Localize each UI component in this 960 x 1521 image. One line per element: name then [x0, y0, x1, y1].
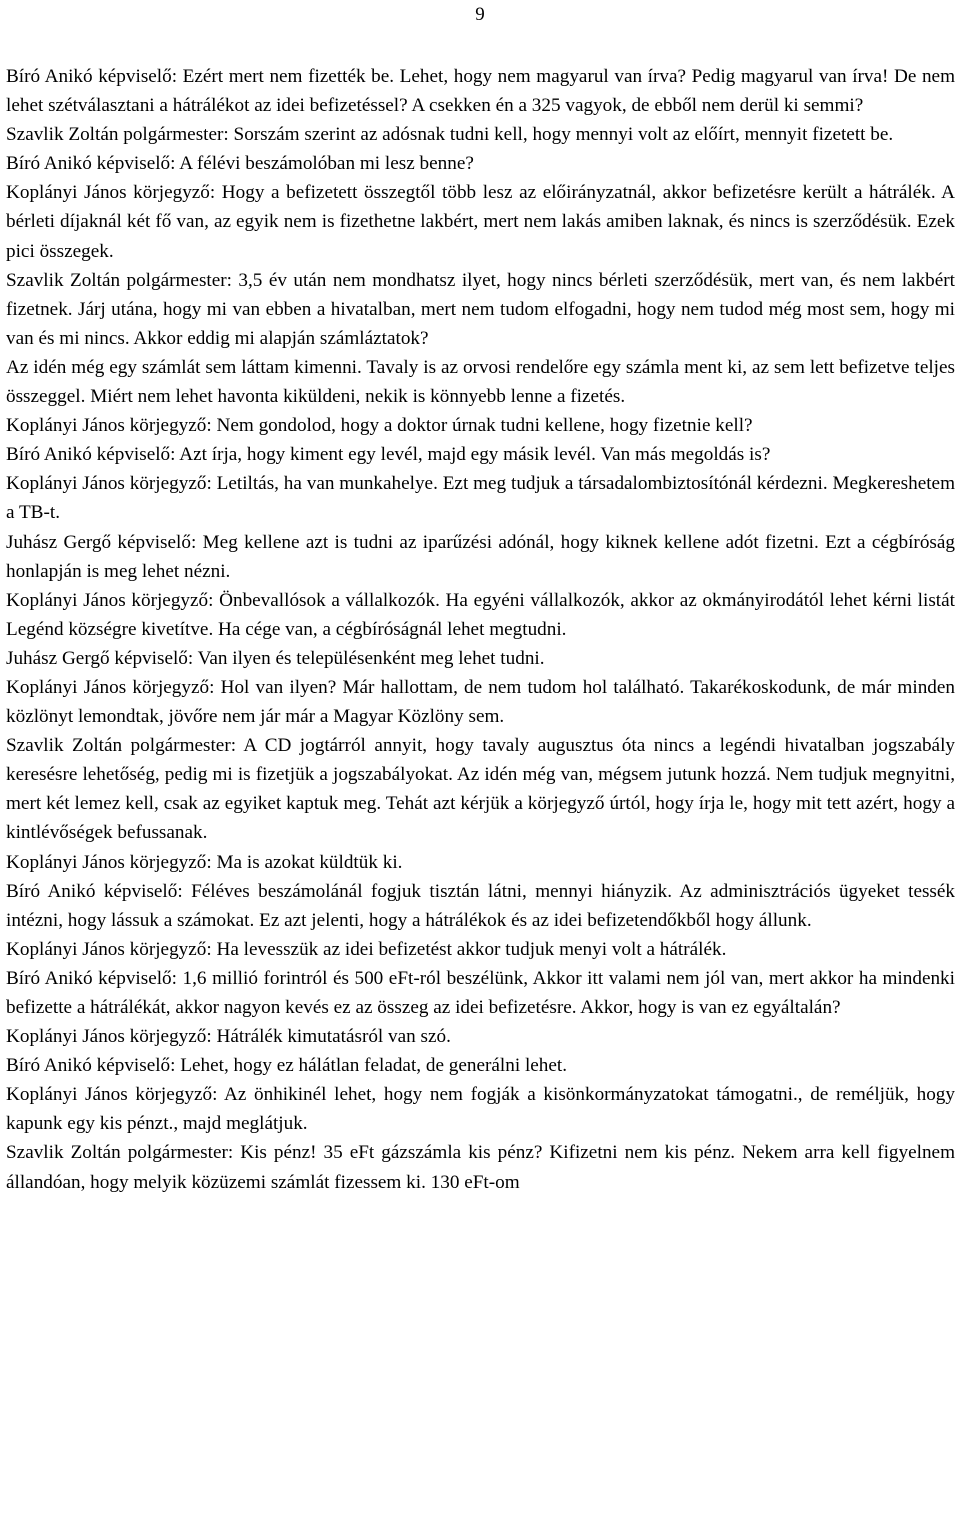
paragraph: Szavlik Zoltán polgármester: Kis pénz! 35 eFt gázszámla kis pénz? Kifizetni nem kis pénz. Nekem arra kell figyelnem állandóan, hogy melyik közüzemi számlát fizessem ki. 130 eFt-om: [6, 1142, 955, 1193]
paragraph: Bíró Anikó képviselő: A félévi beszámolóban mi lesz benne?: [6, 153, 474, 175]
paragraph: Szavlik Zoltán polgármester: Sorszám szerint az adósnak tudni kell, hogy mennyi volt az előírt, mennyit fizetett be.: [6, 124, 894, 146]
paragraph: Szavlik Zoltán polgármester: 3,5 év után nem mondhatsz ilyet, hogy nincs bérleti szerződésük, mert van, és nem lakbért fizetnek. Járj utána, hogy mi van ebben a hivatalban, mert nem tudom elfogadni, hogy nem tudod még most sem, hogy mi van és mi nincs. Akkor eddig mi alapján számláztatok?: [6, 269, 955, 349]
paragraph: Bíró Anikó képviselő: Ezért mert nem fizették be. Lehet, hogy nem magyarul van írva? Pedig magyarul van írva! De nem lehet szétválasztani a hátrálékot az idei befizetéssel? A csekken én a 325 vagyok, de ebből nem derül ki semmi?: [6, 66, 955, 117]
page-number: 9: [475, 4, 485, 25]
minutes-body: [6, 62, 955, 1197]
paragraph: Juhász Gergő képviselő: Meg kellene azt is tudni az iparűzési adónál, hogy kiknek kellene adót fizetni. Ezt a cégbíróság honlapján is meg lehet nézni.: [6, 531, 955, 582]
paragraph: Koplányi János körjegyző: Ha levesszük az idei befizetést akkor tudjuk menyi volt a hátrálék.: [6, 938, 727, 960]
paragraph: Koplányi János körjegyző: Hogy a befizetett összegtől több lesz az előirányzatnál, akkor befizetésre került a hátrálék. A bérleti díjaknál két fő van, az egyik nem is fizethetne lakbért, mert nem lakás amiben laknak, és nincs is szerződésük. Ezek pici összegek.: [6, 182, 955, 262]
paragraph: Szavlik Zoltán polgármester: A CD jogtárról annyit, hogy tavaly augusztus óta nincs a legéndi hivatalban jogszabály keresésre lehetőség, pedig mi is fizetjük a jogszabályokat. Az idén még van, mégsem jutunk hozzá. Nem tudjuk megnyitni, mert két lemez kell, csak az egyiket kaptuk meg. Tehát azt kérjük a körjegyző úrtól, hogy írja le, hogy mit tett azért, hogy a kintlévőségek befussanak.: [6, 735, 955, 844]
paragraph: Juhász Gergő képviselő: Van ilyen és településenként meg lehet tudni.: [6, 647, 545, 669]
paragraph: Koplányi János körjegyző: Hátrálék kimutatásról van szó.: [6, 1026, 451, 1048]
paragraph: Bíró Anikó képviselő: Azt írja, hogy kiment egy levél, majd egy másik levél. Van más megoldás is?: [6, 444, 771, 466]
paragraph: Koplányi János körjegyző: Letiltás, ha van munkahelye. Ezt meg tudjuk a társadalombiztosítónál kérdezni. Megkereshetem a TB-t.: [6, 473, 955, 524]
paragraph: Bíró Anikó képviselő: Lehet, hogy ez hálátlan feladat, de generálni lehet.: [6, 1055, 568, 1077]
paragraph: Koplányi János körjegyző: Ma is azokat küldtük ki.: [6, 851, 403, 873]
paragraph: Koplányi János körjegyző: Az önhikinél lehet, hogy nem fogják a kisönkormányzatokat támogatni., de reméljük, hogy kapunk egy kis pénzt., majd meglátjuk.: [6, 1084, 955, 1135]
paragraph: Bíró Anikó képviselő: Féléves beszámolánál fogjuk tisztán látni, mennyi hiányzik. Az adminisztrációs ügyeket tessék intézni, hogy lássuk a számokat. Ez azt jelenti, hogy a hátrálékok és az idei befizetendőkből hogy állunk.: [6, 880, 955, 931]
paragraph: Bíró Anikó képviselő: 1,6 millió forintról és 500 eFt-ról beszélünk, Akkor itt valami nem jól van, mert akkor ha mindenki befizette a hátrálékát, akkor nagyon kevés ez az összeg az idei befizetésre. Akkor, hogy is van ez egyáltalán?: [6, 967, 955, 1018]
paragraph: Koplányi János körjegyző: Önbevallósok a vállalkozók. Ha egyéni vállalkozók, akkor az okmányirodától lehet kérni listát Legénd községre kivetítve. Ha cége van, a cégbíróságnál lehet megtudni.: [6, 589, 955, 640]
paragraph: Koplányi János körjegyző: Nem gondolod, hogy a doktor úrnak tudni kellene, hogy fizetnie kell?: [6, 415, 753, 437]
paragraph: Koplányi János körjegyző: Hol van ilyen? Már hallottam, de nem tudom hol található. Takarékoskodunk, de már minden közlönyt lemondtak, jövőre nem jár már a Magyar Közlöny sem.: [6, 676, 955, 728]
paragraph: Az idén még egy számlát sem láttam kimenni. Tavaly is az orvosi rendelőre egy számla ment ki, az sem lett befizetve teljes összeggel. Miért nem lehet havonta kiküldeni, nekik is könnyebb lenne a fizetés.: [6, 356, 955, 408]
